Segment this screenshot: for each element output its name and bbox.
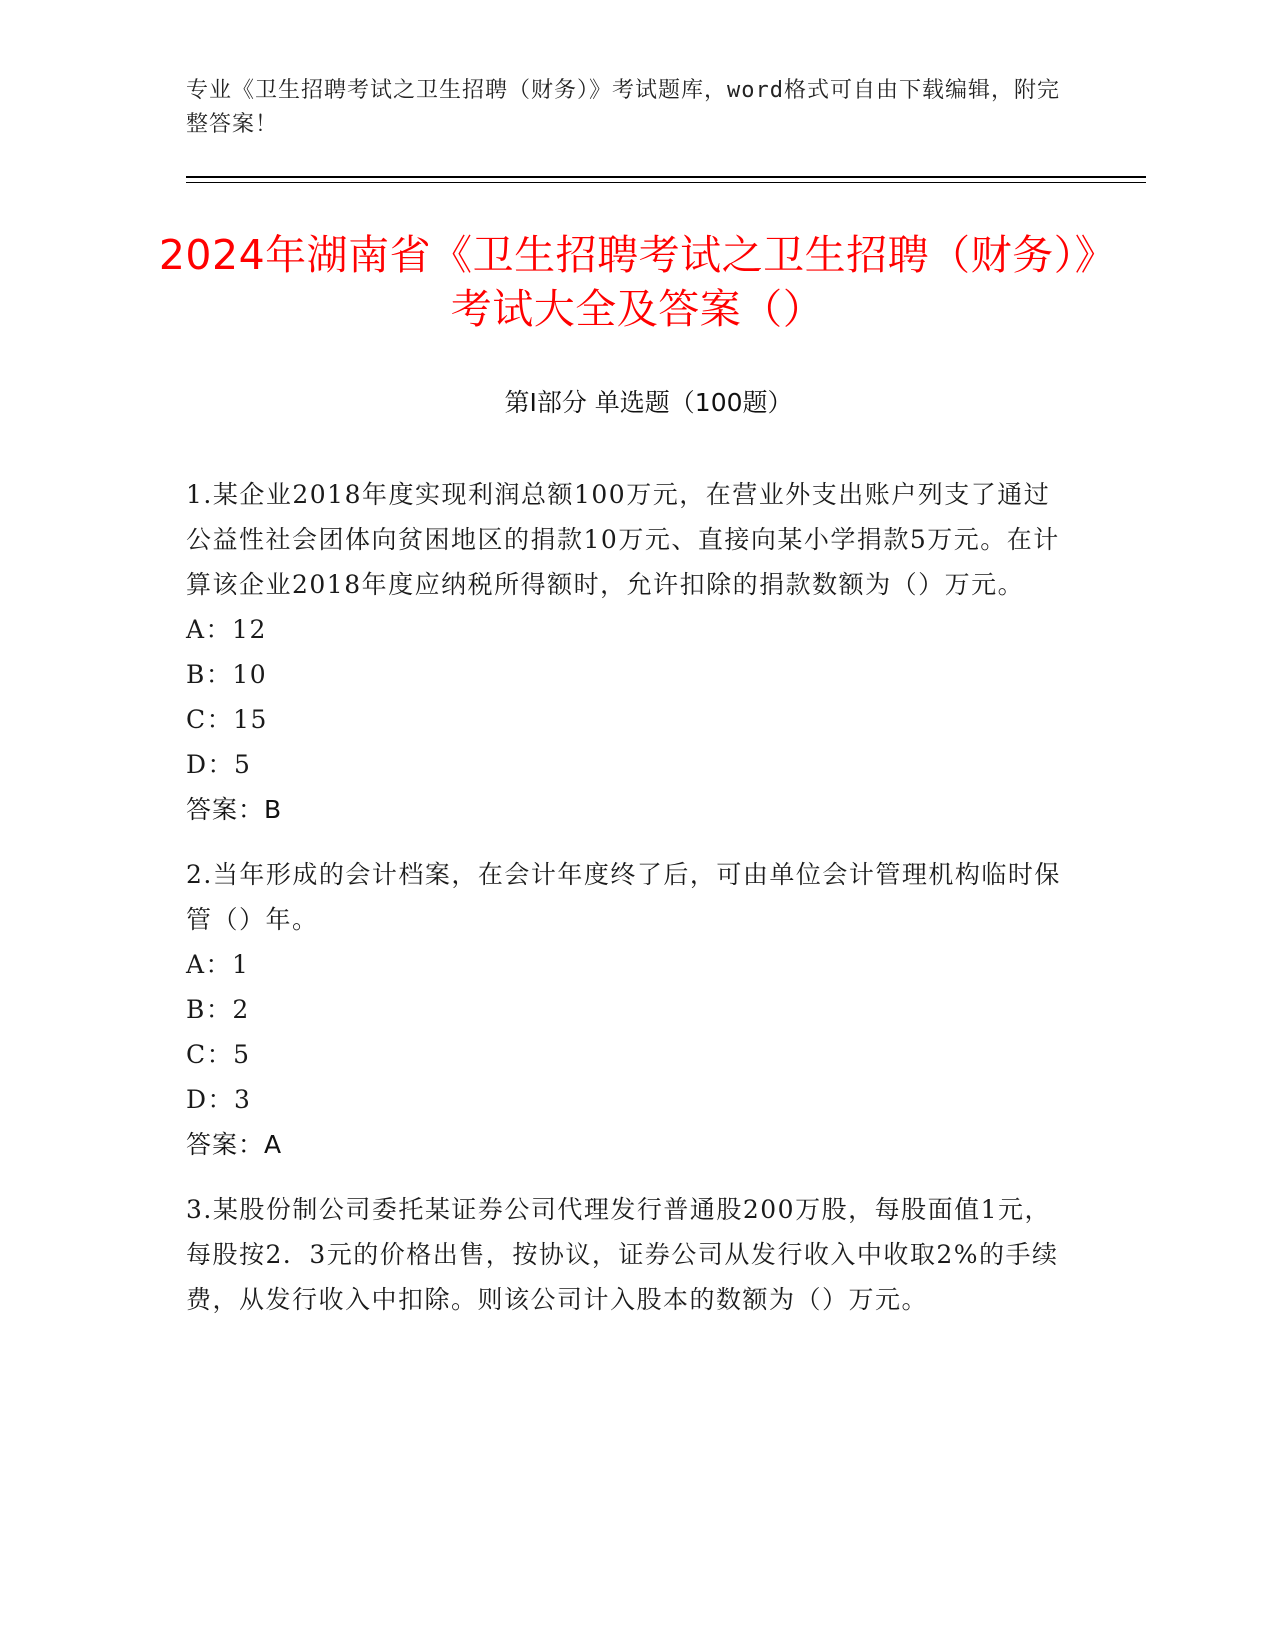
option-d: D：3 [186, 1085, 252, 1114]
option-b: B：10 [186, 660, 268, 689]
answer-line: 答案：B [186, 795, 283, 824]
question-list [186, 472, 1066, 1342]
header-divider-thin [186, 182, 1146, 183]
option-b: B：2 [186, 995, 250, 1024]
question-3 [186, 1187, 1066, 1322]
question-stem: 3.某股份制公司委托某证券公司代理发行普通股200万股，每股面值1元，每股按2．3元的价格出售，按协议，证券公司从发行收入中收取2%的手续费，从发行收入中扣除。则该公司计入股本的数额为（）万元。 [186, 1195, 1059, 1314]
option-d: D：5 [186, 750, 252, 779]
option-c: C：15 [186, 705, 268, 734]
section-title: 第I部分 单选题（100题） [504, 388, 793, 417]
answer-line: 答案：A [186, 1130, 283, 1159]
question-stem: 1.某企业2018年度实现利润总额100万元，在营业外支出账户列支了通过公益性社会团体向贫困地区的捐款10万元、直接向某小学捐款5万元。在计算该企业2018年度应纳税所得额时，允许扣除的捐款数额为（）万元。 [186, 480, 1060, 599]
option-a: A：1 [186, 950, 250, 979]
document-title: 2024年湖南省《卫生招聘考试之卫生招聘（财务）》考试大全及答案（） [158, 231, 1117, 333]
question-1 [186, 472, 1066, 832]
option-c: C：5 [186, 1040, 251, 1069]
option-a: A：12 [186, 615, 267, 644]
header-note: 专业《卫生招聘考试之卫生招聘（财务）》考试题库，word格式可自由下载编辑，附完整答案！ [186, 78, 1060, 137]
question-stem: 2.当年形成的会计档案，在会计年度终了后，可由单位会计管理机构临时保管（）年。 [186, 860, 1061, 934]
header-divider-thick [186, 176, 1146, 178]
question-2 [186, 852, 1066, 1167]
